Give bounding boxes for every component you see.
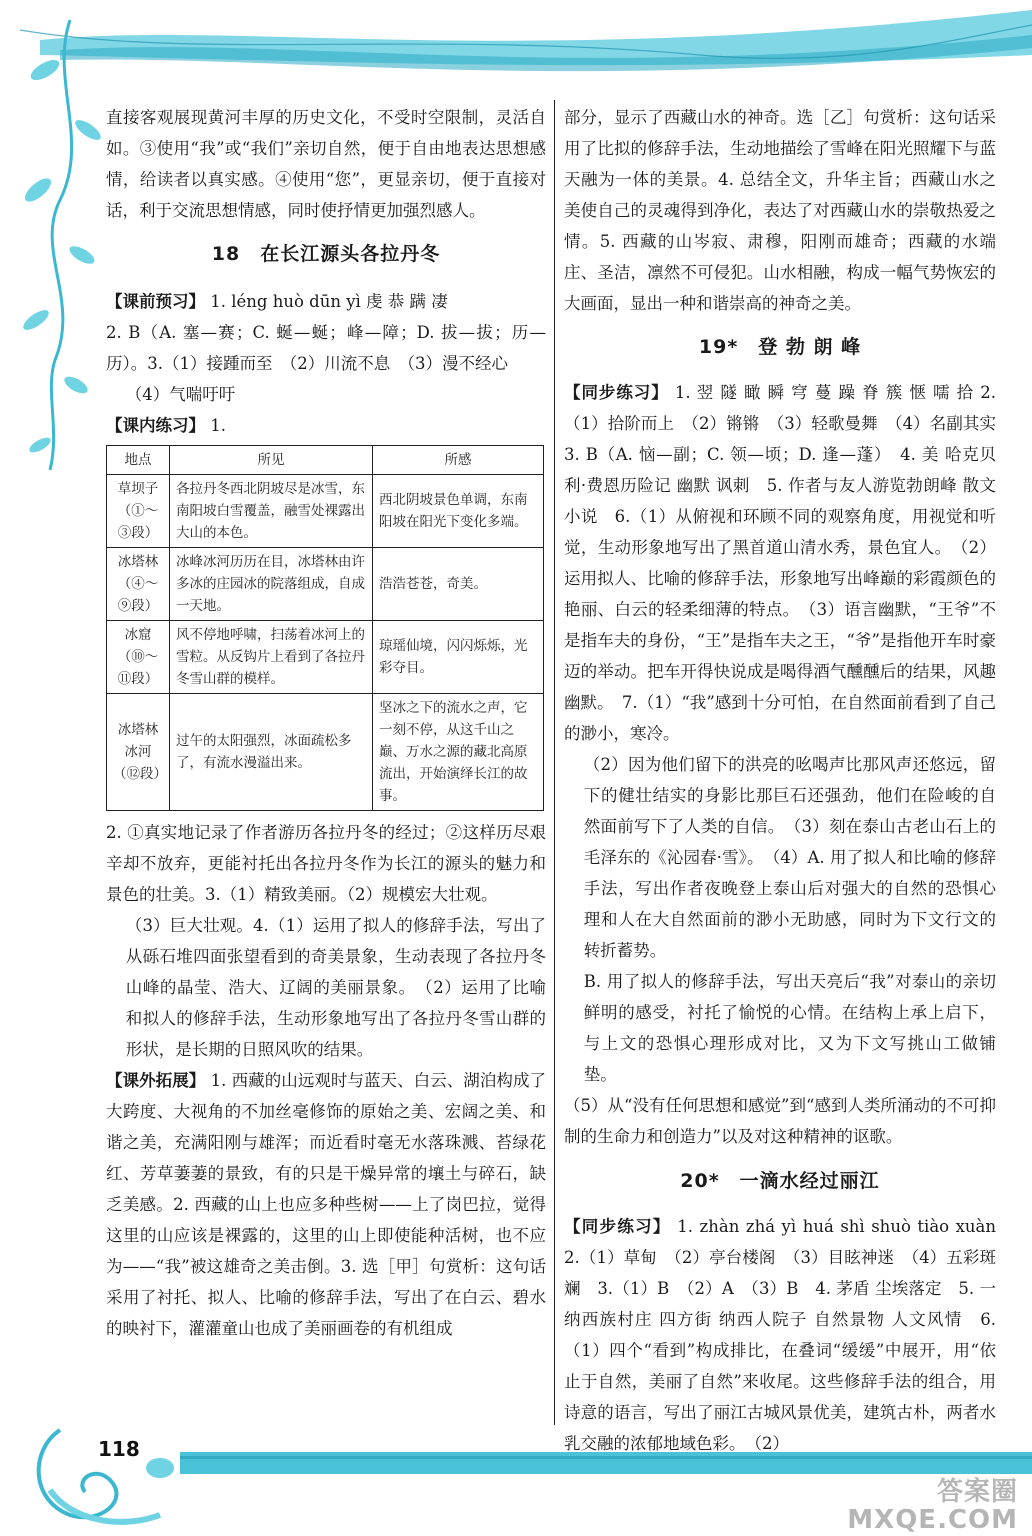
section-20-sync-paragraph (564, 1211, 1013, 1459)
table-cell-seen: 冰峰冰河历历在目，冰塔林由许多冰的庄园冰的院落组成，自成一天地。 (170, 548, 373, 621)
preview-line-2: 2. B（A. 塞—赛；C. 蜒—蜒；峰—障；D. 拔—拔；历—历）。3.（1）接踵而至 （2）川流不息 （3）漫不经心 (106, 323, 546, 373)
section-19-sync-paragraph (564, 377, 1013, 749)
table-cell-seen: 各拉丹冬西北阴坡尽是冰雪，东南阳坡白雪覆盖，融雪处裸露出大山的本色。 (170, 475, 373, 548)
continuation-paragraph: 部分，显示了西藏山水的神奇。选［乙］句赏析：这句话采用了比拟的修辞手法，生动地描绘了雪峰在阳光照耀下与蓝天融为一体的美景。4. 总结全文，升华主旨；西藏山水之美使自己的灵魂得到净化，表达了对西藏山水的崇敬热爱之情。5. 西藏的山岑寂、肃穆，阳刚而雄奇；西藏的水端庄、圣洁，凛然不可侵犯。山水相融，构成一幅气势恢宏的大画面，显出一种和谐崇高的神奇之美。 (564, 108, 996, 313)
section-20-sync-tag: 【同步练习】 (564, 1217, 671, 1236)
section-20-title: 20* 一滴水经过丽江 (680, 1170, 880, 1192)
table-cell-seen: 风不停地呼啸，扫荡着冰河上的雪粒。从反钩片上看到了各拉丹冬雪山群的模样。 (170, 621, 373, 694)
table-row (107, 694, 544, 811)
preview-line-1: 1. léng huò dūn yì 虔 恭 蹒 凄 (210, 292, 448, 311)
vine-decoration (0, 0, 110, 480)
table-cell-felt: 浩浩苍苍，奇美。 (373, 548, 544, 621)
watermark-url: MXQE.COM (847, 1505, 1018, 1535)
section-19-sync-text: 1. 翌 隧 瞰 瞬 穹 蔓 躁 脊 簇 惬 嚅 拾 2.（1）拾阶而上 （2）锵锵 （3）轻歌曼舞 （4）名副其实 3. B（A. 恼—副；C. 领—顷；D. 逢—蓬） 4. 美 哈克贝利·费恩历险记 幽默 讽刺 5. 作者与友人游览勃朗峰 散文 小说 6.（1）从俯视和环顾不同的观察角度，用视觉和听觉，生动形象地写出了黑首道山清水秀，景色宜人。 （2）运用拟人、比喻的修辞手法，形象地写出峰巅的彩霞颜色的艳丽、白云的轻柔细薄的特点。 （3）语言幽默，“王爷”不是指车夫的身份，“王”是指车夫之王，“爷”是指他开车时豪迈的举动。把车开得快说成是喝得酒气醺醺后的结果，风趣幽默。 7.（1）“我”感到十分可怕，在自然面前看到了自己的渺小，寒冷。 (564, 383, 1013, 743)
table-row (107, 621, 544, 694)
header-place: 地点 (107, 446, 170, 475)
table-cell-seen: 过午的太阳强烈，冰面疏松多了，有流水漫溢出来。 (170, 694, 373, 811)
inclass-first: 1. (210, 416, 226, 435)
column-divider (554, 100, 555, 1425)
watermark-logo: 答案圈 (936, 1477, 1018, 1507)
after-table-paragraph: 2. ①真实地记录了作者游历各拉丹冬的经过；②这样历尽艰辛却不放弃，更能衬托出各拉丹冬作为长江的源头的魅力和景色的壮美。3.（1）精致美丽。（2）规模宏大壮观。 (106, 823, 546, 904)
extend-tag: 【课外拓展】 (106, 1071, 206, 1090)
section-19-title: 19* 登 勃 朗 峰 (698, 336, 862, 358)
table-row (107, 548, 544, 621)
section-19-sync-p2: （2）因为他们留下的洪亮的吆喝声比那风声还悠远，留下的健壮结实的身影比那巨石还强劲，他们在险峻的自然面前写下了人类的自信。 （3）刻在泰山古老山石上的毛泽东的《沁园春·雪》。 （4）A. 用了拟人和比喻的修辞手法，写出作者夜晚登上泰山后对强大的自然的恐惧心理和人在大自然面前的渺小无助感，同时为下文行文的转折蓄势。 (583, 755, 996, 960)
table-cell-felt: 琼瑶仙境，闪闪烁烁，光彩夺目。 (373, 621, 544, 694)
header-felt: 所感 (373, 446, 544, 475)
table-cell-felt: 西北阴坡景色单调，东南阳坡在阳光下变化多端。 (373, 475, 544, 548)
table-cell-place: 冰窟（⑩～⑪段） (107, 621, 170, 694)
section-19-sync-p3: B. 用了拟人的修辞手法，写出天亮后“我”对泰山的亲切鲜明的感受，衬托了愉悦的心情。在结构上承上启下，与上文的恐惧心理形成对比，又为下文写挑山工做铺垫。 (583, 972, 996, 1084)
page-number: 118 (98, 1437, 140, 1461)
section-20-sync-text: 1. zhàn zhá yì huá shì shuò tiào xuàn 2.（1）草甸 （2）亭台楼阁 （3）目眩神迷 （4）五彩斑斓 3.（1）B （2）A （3）B 4. 茅盾 尘埃落定 5. 一 纳西族村庄 四方街 纳西人院子 自然景物 人文风情 6.（1）四个“看到”构成排比，在叠词“缓缓”中展开，用“依止于自然，美丽了自然”来收尾。这些修辞手法的组合，用诗意的语言，写出了丽江古城风景优美，建筑古朴，两者水乳交融的浓郁地域色彩。 （2） (564, 1217, 1013, 1453)
intro-paragraph: 直接客观展现黄河丰厚的历史文化，不受时空限制，灵活自如。③使用“我”或“我们”亲切自然，便于自由地表达思想感情，给读者以真实感。④使用“您”，更显亲切，便于直接对话，利于交流思想情感，同时使抒情更加强烈感人。 (106, 108, 546, 220)
extend-text: 1. 西藏的山远观时与蓝天、白云、湖泊构成了大跨度、大视角的不加丝毫修饰的原始之美、宏阔之美、和谐之美，充满阳刚与雄浑；而近看时毫无水落珠溅、苔绿花红、芳草萋萋的景致，有的只是干燥异常的壤土与碎石，缺乏美感。2. 西藏的山上也应多种些树——上了岗巴拉，觉得这里的山应该是裸露的，这里的山上即使能种活树，也不应为——“我”被这雄奇之美击倒。3. 选［甲］句赏析：这句话采用了衬托、拟人、比喻的修辞手法，写出了在白云、碧水的映衬下，灌灌童山也成了美丽画卷的有机组成 (106, 1071, 546, 1338)
section-19-sync-p4: （5）从“没有任何思想和感觉”到“感到人类所涌动的不可抑制的生命力和创造力”以及对这种精神的讴歌。 (564, 1096, 996, 1146)
preview-line-3: （4）气喘吁吁 (125, 385, 236, 404)
left-column (106, 102, 546, 1344)
section-19-sync-tag: 【同步练习】 (564, 383, 669, 402)
table-row (107, 475, 544, 548)
right-column (564, 102, 1013, 1459)
preview-paragraph (106, 286, 546, 317)
inclass-tag: 【课内练习】 (106, 416, 205, 435)
table-cell-place: 冰塔林（④～⑨段） (107, 548, 170, 621)
table-cell-place: 草坝子（①～③段） (107, 475, 170, 548)
table-header-row (107, 446, 544, 475)
table-cell-felt: 坚冰之下的流水之声，它一刻不停，从这千山之巅、万水之源的藏北高原流出，开始演绎长江的故事。 (373, 694, 544, 811)
observation-table (106, 445, 544, 811)
inclass-paragraph (106, 410, 546, 441)
after-table-indent: （3）巨大壮观。4.（1）运用了拟人的修辞手法，写出了从砾石堆四面张望看到的奇美景象，生动表现了各拉丹冬山峰的晶莹、浩大、辽阔的美丽景象。 （2）运用了比喻和拟人的修辞手法，生动形象地写出了各拉丹冬雪山群的形状，是长期的日照风吹的结果。 (125, 916, 546, 1059)
header-seen: 所见 (170, 446, 373, 475)
extend-paragraph (106, 1065, 546, 1344)
preview-tag: 【课前预习】 (106, 292, 205, 311)
top-ribbon-decoration (0, 0, 1032, 110)
section-18-title: 18 在长江源头各拉丹冬 (211, 243, 441, 265)
watermark (847, 1478, 1018, 1534)
table-cell-place: 冰塔林冰河（⑫段） (107, 694, 170, 811)
